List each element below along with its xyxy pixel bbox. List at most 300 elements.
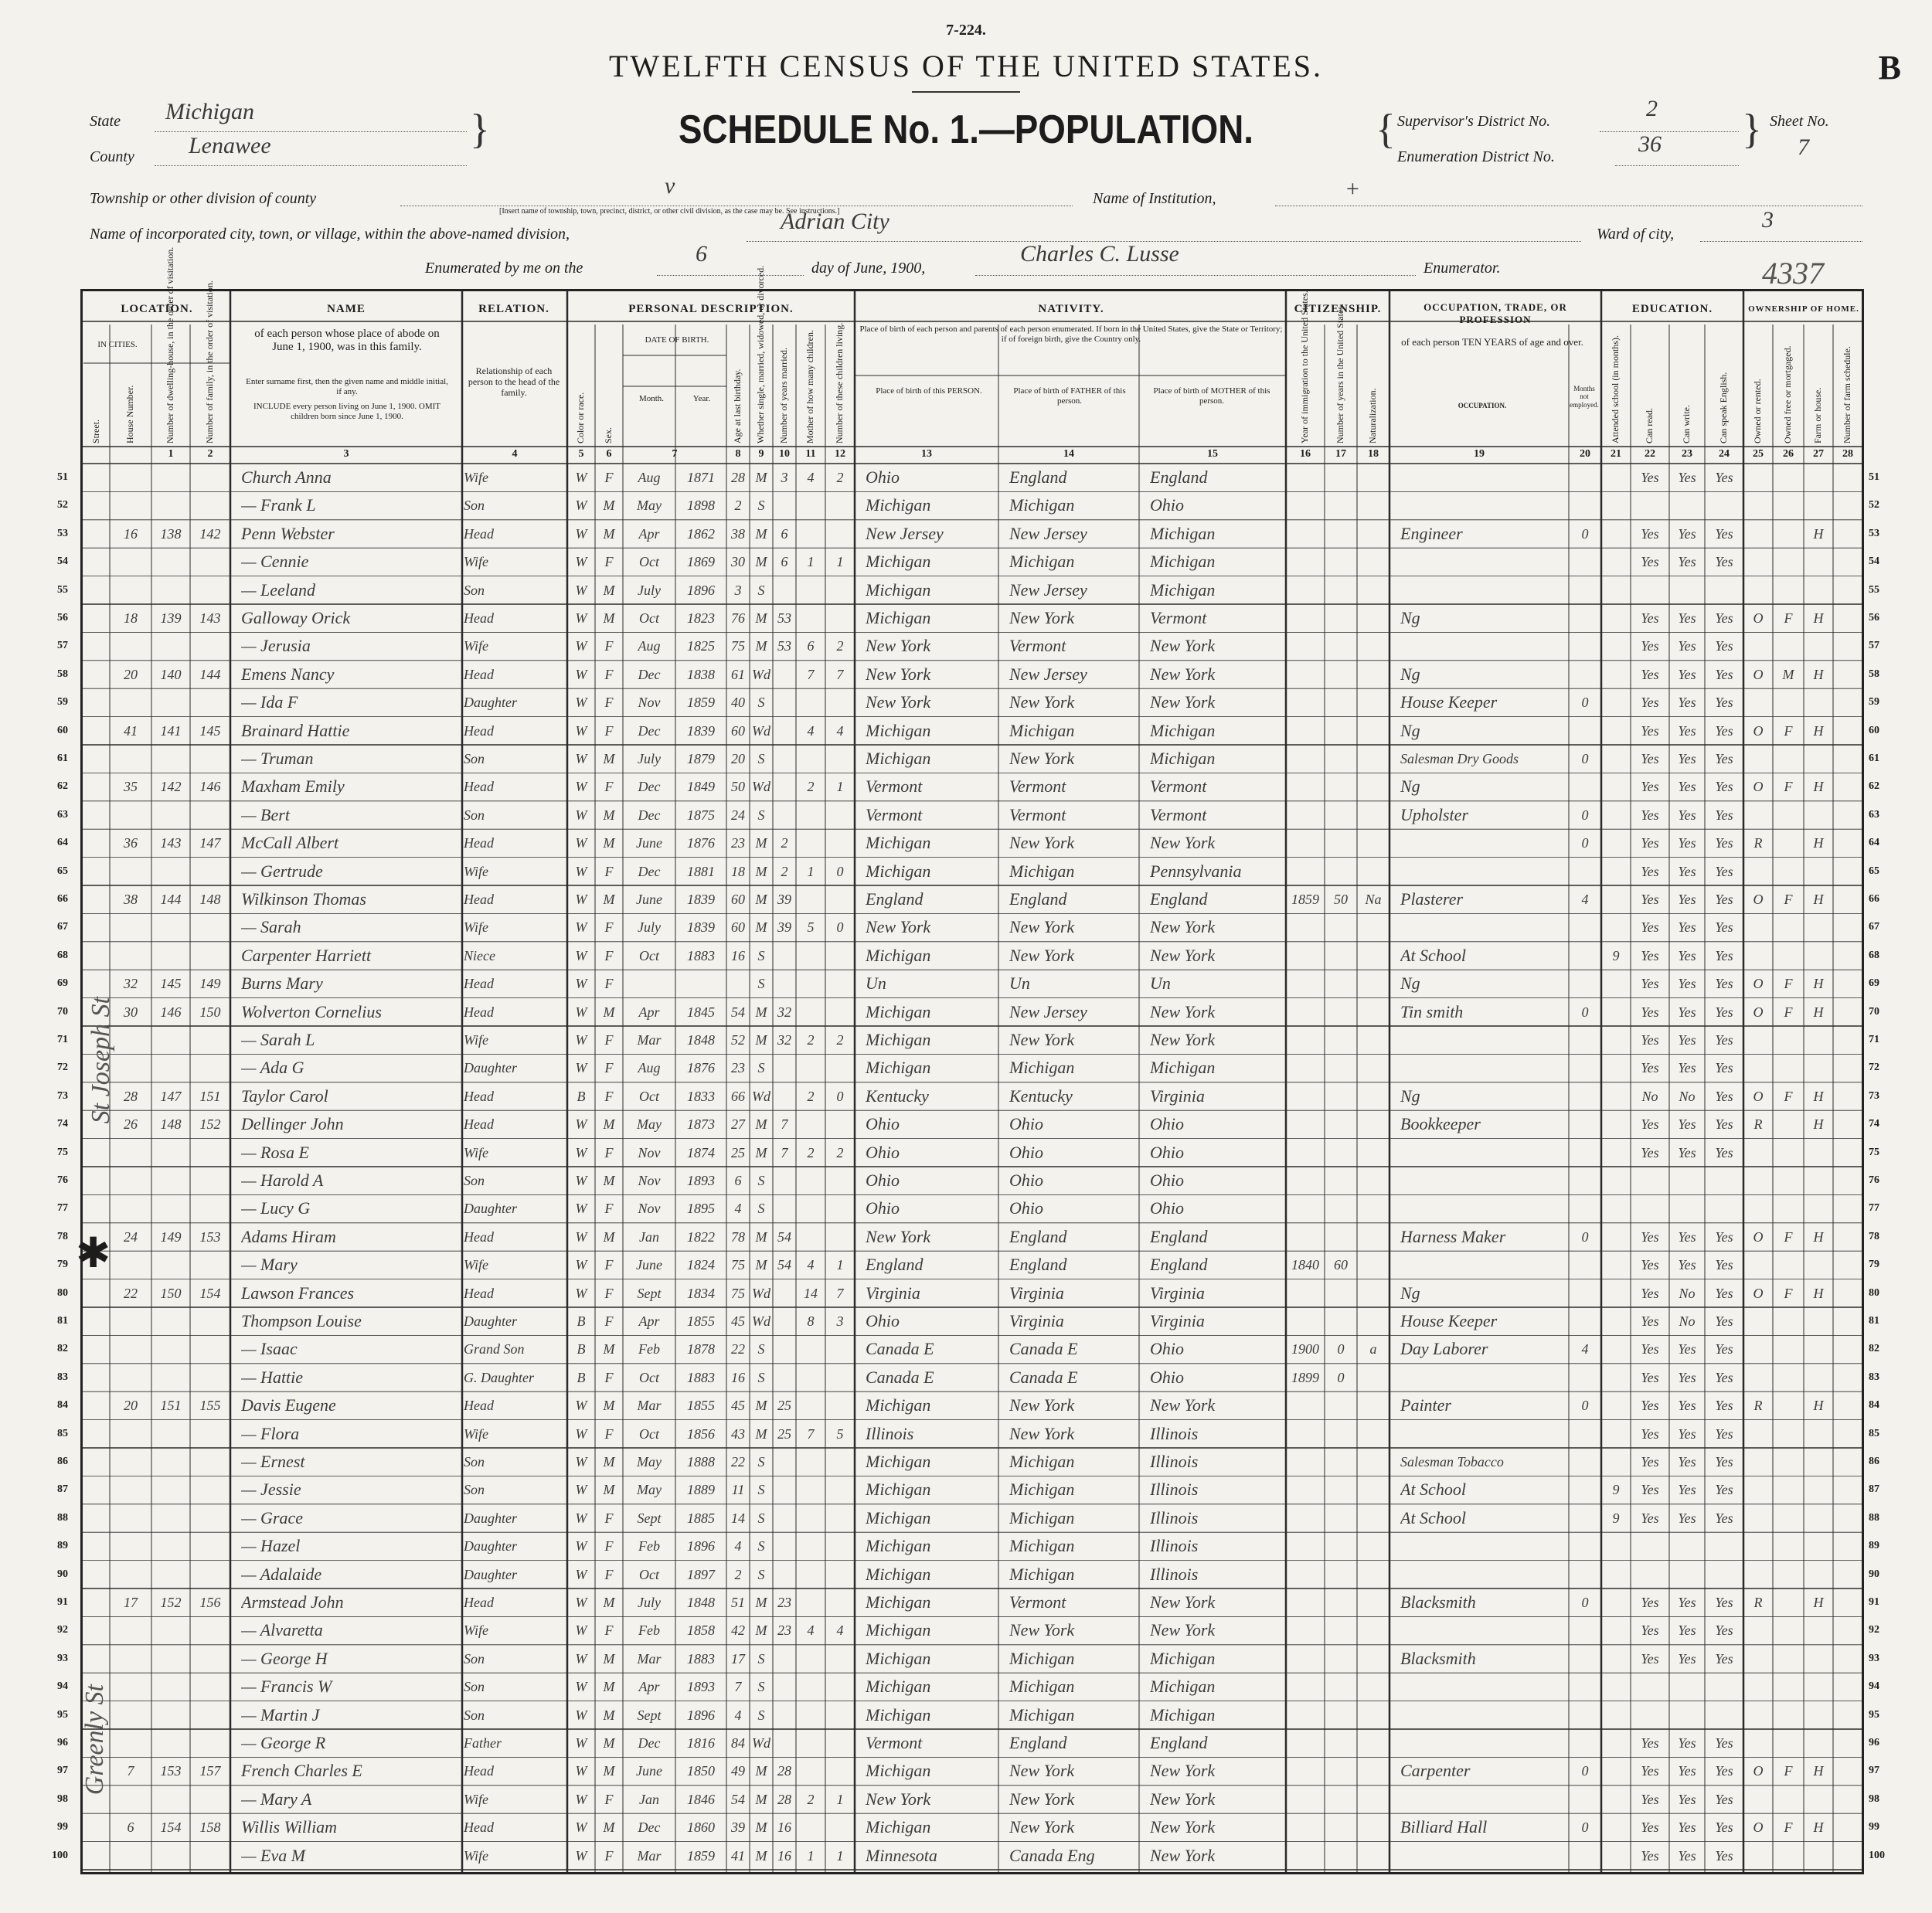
cell-month: Nov (638, 1201, 661, 1217)
column-number: 8 (735, 448, 741, 460)
cell-ms: M (755, 1425, 767, 1442)
cell-wr: Yes (1678, 779, 1696, 795)
occupation-head: OCCUPATION. (1458, 402, 1507, 409)
cell-house: 30 (124, 1004, 138, 1020)
row-number-right: 94 (1869, 1680, 1879, 1693)
city-value: Adrian City (781, 209, 889, 234)
vertical-head-own: Owned or rented. (1752, 379, 1763, 443)
city-label: Name of incorporated city, town, or village, within the above-named division, (90, 226, 570, 243)
cell-age: 78 (731, 1228, 745, 1245)
cell-rd: Yes (1641, 1032, 1659, 1048)
cell-bf: Michigan (1009, 1564, 1075, 1584)
cell-rel: Wife (464, 863, 488, 879)
cell-rel: Wife (464, 1425, 488, 1442)
cell-age: 52 (731, 1032, 745, 1048)
column-number: 7 (672, 448, 678, 460)
cell-month: Sept (637, 1707, 662, 1723)
cell-fm: F (1784, 976, 1793, 992)
cell-sex: F (604, 722, 614, 739)
cell-fam: 153 (199, 1228, 221, 1245)
cell-ym: 6 (781, 554, 788, 570)
cell-ym: 32 (777, 1004, 791, 1020)
cell-name: — Gertrude (241, 861, 323, 881)
cell-name: — Francis W (241, 1677, 332, 1697)
cell-month: Aug (638, 638, 661, 654)
cell-color: W (575, 1510, 587, 1526)
cell-name: Dellinger John (241, 1114, 344, 1134)
cell-cl: 0 (836, 919, 844, 936)
cell-bm: Illinois (1150, 1480, 1199, 1500)
cell-rd: Yes (1641, 1116, 1659, 1133)
cell-bf: Michigan (1009, 1507, 1075, 1527)
cell-own: O (1753, 610, 1764, 626)
cell-fm: F (1784, 1285, 1793, 1301)
vertical-head-dw: Number of dwelling-house, in the order of visitation. (165, 246, 175, 443)
enumerator-label: Enumerator. (1423, 260, 1501, 277)
cell-sex: F (604, 1144, 614, 1160)
cell-color: W (575, 1820, 587, 1836)
cell-age: 43 (731, 1425, 745, 1442)
cell-fh: H (1813, 1088, 1824, 1104)
supervisor-label: Supervisor's District No. (1397, 113, 1551, 130)
cell-age: 45 (731, 1313, 745, 1329)
cell-rel: Son (464, 1707, 485, 1723)
cell-name: — Frank L (241, 495, 316, 515)
cell-bf: Vermont (1009, 804, 1066, 824)
cell-sex: F (604, 1257, 614, 1273)
cell-sch: 9 (1612, 1510, 1620, 1526)
cell-bp: Kentucky (866, 1086, 929, 1106)
cell-bf: New York (1009, 917, 1075, 937)
supervisor-line (1600, 131, 1739, 132)
cell-name: Armstead John (241, 1592, 344, 1612)
vertical-head-ym: Number of years married. (778, 348, 789, 443)
cell-occ: Salesman Tobacco (1400, 1454, 1504, 1470)
cell-bf: New York (1009, 833, 1075, 853)
row-number-left: 85 (57, 1427, 68, 1439)
cell-age: 11 (731, 1482, 745, 1498)
cell-fh: H (1813, 1820, 1824, 1836)
cell-sex: M (603, 1595, 615, 1610)
cell-bf: Vermont (1009, 1592, 1066, 1612)
cell-rd: Yes (1641, 1791, 1659, 1807)
cell-wr: Yes (1678, 892, 1696, 907)
cell-bf: New York (1009, 749, 1075, 768)
cell-rel: Daughter (464, 1060, 517, 1076)
cell-month: Dec (638, 807, 661, 823)
cell-rd: Yes (1641, 1369, 1659, 1385)
cell-month: Nov (638, 1144, 661, 1160)
cell-fh: H (1813, 1228, 1824, 1245)
cell-bm: Illinois (1150, 1452, 1199, 1471)
supervisor-value: 2 (1646, 96, 1658, 121)
cell-bm: Ohio (1150, 1367, 1184, 1387)
cell-ms: M (755, 1847, 767, 1864)
row-number-left: 99 (57, 1821, 68, 1833)
cell-ym: 54 (777, 1228, 791, 1245)
cell-en: Yes (1715, 807, 1733, 823)
cell-wr: Yes (1678, 835, 1696, 851)
cell-color: B (577, 1313, 586, 1329)
cell-bm: New York (1150, 664, 1216, 684)
state-label: State (90, 113, 121, 130)
cell-bm: New York (1150, 1789, 1216, 1809)
cell-mc: 7 (807, 1425, 815, 1442)
cell-sex: F (604, 470, 614, 485)
cell-ym: 28 (777, 1791, 791, 1807)
cell-house: 38 (124, 892, 138, 907)
cell-bf: Michigan (1009, 720, 1075, 740)
cell-bm: Vermont (1150, 776, 1207, 797)
vertical-head-rd: Can read. (1644, 408, 1655, 443)
cell-sex: M (603, 892, 615, 907)
cell-bm: Illinois (1150, 1507, 1199, 1527)
cell-occ: Painter (1400, 1395, 1451, 1415)
cell-ms: M (755, 1144, 767, 1160)
cell-own: O (1753, 722, 1764, 739)
cell-year: 1897 (687, 1566, 715, 1582)
cell-mc: 2 (807, 779, 815, 795)
cell-age: 4 (734, 1538, 742, 1555)
enumeration-line (1615, 165, 1739, 166)
cell-age: 7 (734, 1679, 742, 1695)
cell-wr: Yes (1678, 1454, 1696, 1470)
cell-wr: Yes (1678, 610, 1696, 626)
cell-bp: Michigan (866, 579, 931, 600)
sheet-no-label: Sheet No. (1770, 113, 1829, 130)
cell-dw: 141 (160, 722, 182, 739)
cell-name: — Jessie (241, 1480, 301, 1500)
cell-fm: F (1784, 1004, 1793, 1020)
column-number: 19 (1474, 448, 1485, 460)
cell-occ: Ng (1400, 776, 1420, 797)
left-brace: } (470, 106, 490, 152)
cell-age: 16 (731, 947, 745, 963)
cell-name: — Adalaide (241, 1564, 322, 1584)
cell-en: Yes (1715, 525, 1733, 542)
cell-wr: Yes (1678, 1004, 1696, 1020)
column-number: 1 (168, 448, 174, 460)
row-number-left: 76 (57, 1174, 68, 1186)
cell-year: 1833 (687, 1088, 715, 1104)
cell-bf: Michigan (1009, 1536, 1075, 1556)
cell-bp: Ohio (866, 467, 900, 487)
cell-en: Yes (1715, 610, 1733, 626)
row-number-left: 66 (57, 893, 68, 905)
cell-bp: Michigan (866, 608, 931, 627)
cell-ms: S (757, 1201, 765, 1217)
cell-sex: M (603, 1763, 615, 1779)
cell-occ: Ng (1400, 608, 1420, 627)
cell-dw: 152 (160, 1595, 182, 1610)
cell-mu: 4 (1581, 892, 1589, 907)
cell-occ: Ng (1400, 973, 1420, 994)
cell-bm: Vermont (1150, 608, 1207, 627)
cell-age: 76 (731, 610, 745, 626)
cell-fm: F (1784, 1228, 1793, 1245)
row-number-right: 95 (1869, 1708, 1879, 1721)
cell-own: O (1753, 666, 1764, 682)
cell-dw: 142 (160, 779, 182, 795)
cell-rd: Yes (1641, 1650, 1659, 1667)
cell-color: W (575, 919, 587, 936)
cell-bm: New York (1150, 1001, 1216, 1021)
cell-rd: Yes (1641, 807, 1659, 823)
cell-color: W (575, 638, 587, 654)
row-number-left: 65 (57, 865, 68, 877)
cell-rel: Daughter (464, 1566, 517, 1582)
cell-bm: Virginia (1150, 1311, 1205, 1330)
group-personal: PERSONAL DESCRIPTION. (628, 303, 794, 315)
cell-name: — Mary (241, 1255, 298, 1275)
cell-rel: Wife (464, 554, 488, 570)
vertical-head-age: Age at last birthday. (732, 369, 743, 443)
cell-en: Yes (1715, 1510, 1733, 1526)
cell-bf: Michigan (1009, 1452, 1075, 1471)
cell-en: Yes (1715, 695, 1733, 711)
cell-rel: Head (464, 525, 494, 542)
cell-wr: Yes (1678, 1144, 1696, 1160)
cell-fam: 142 (199, 525, 221, 542)
cell-name: Galloway Orick (241, 608, 351, 627)
cell-mc: 2 (807, 1144, 815, 1160)
row-number-right: 96 (1869, 1737, 1879, 1748)
column-number: 10 (779, 448, 790, 460)
row-number-left: 80 (57, 1286, 68, 1299)
cell-sex: F (604, 1847, 614, 1864)
cell-age: 38 (731, 525, 745, 542)
cell-bm: Ohio (1150, 1339, 1184, 1359)
cell-fh: H (1813, 525, 1824, 542)
cell-fm: F (1784, 1820, 1793, 1836)
cell-rd: Yes (1641, 1454, 1659, 1470)
cell-ms: S (757, 1510, 765, 1526)
cell-ms: Wd (752, 1088, 770, 1104)
cell-fam: 151 (199, 1088, 221, 1104)
sheet-no-value: 7 (1798, 134, 1809, 160)
column-number: 24 (1719, 448, 1730, 460)
institution-label: Name of Institution, (1093, 190, 1216, 207)
cell-name: Carpenter Harriett (241, 945, 372, 965)
cell-bm: New York (1150, 917, 1216, 937)
cell-age: 17 (731, 1650, 745, 1667)
cell-fam: 155 (199, 1398, 221, 1414)
cell-color: W (575, 892, 587, 907)
cell-occ: House Keeper (1400, 1311, 1498, 1330)
cell-month: Apr (638, 1004, 660, 1020)
cell-sex: F (604, 1791, 614, 1807)
row-number-left: 68 (57, 949, 68, 961)
cell-own: O (1753, 1763, 1764, 1779)
row-number-left: 97 (57, 1765, 68, 1777)
cell-wr: Yes (1678, 1820, 1696, 1836)
cell-fh: H (1813, 976, 1824, 992)
cell-bf: Michigan (1009, 495, 1075, 515)
street-note-st-joseph: St Joseph St (87, 997, 115, 1124)
cell-wr: Yes (1678, 1650, 1696, 1667)
cell-en: Yes (1715, 892, 1733, 907)
cell-sch: 9 (1612, 1482, 1620, 1498)
cell-ym: 2 (781, 835, 788, 851)
name-include-instruction: INCLUDE every person living on June 1, 1900. OMIT children born since June 1, 1900. (253, 402, 440, 421)
cell-year: 1869 (687, 554, 715, 570)
cell-rd: Yes (1641, 1285, 1659, 1301)
cell-en: Yes (1715, 1228, 1733, 1245)
cell-bp: Michigan (866, 1480, 931, 1500)
cell-rel: Head (464, 892, 494, 907)
cell-month: July (638, 1595, 661, 1610)
cell-rd: Yes (1641, 666, 1659, 682)
cell-month: Mar (637, 1398, 662, 1414)
cell-ms: M (755, 1004, 767, 1020)
cell-rd: Yes (1641, 1763, 1659, 1779)
cell-year: 1855 (687, 1313, 715, 1329)
cell-bp: Michigan (866, 861, 931, 881)
cell-month: May (637, 498, 662, 514)
cell-bf: New Jersey (1009, 579, 1087, 600)
cell-occ: At School (1400, 945, 1466, 965)
column-number: 2 (207, 448, 213, 460)
cell-ms: M (755, 835, 767, 851)
cell-en: Yes (1715, 1116, 1733, 1133)
group-education: EDUCATION. (1631, 303, 1713, 315)
cell-cl: 0 (836, 863, 844, 879)
cell-bp: New York (866, 664, 931, 684)
cell-bp: Michigan (866, 1620, 931, 1640)
cell-bm: Michigan (1150, 552, 1216, 572)
cell-rd: Yes (1641, 1398, 1659, 1414)
cell-en: Yes (1715, 1763, 1733, 1779)
cell-ym: 23 (777, 1595, 791, 1610)
cell-color: W (575, 1060, 587, 1076)
cell-name: Willis William (241, 1817, 338, 1837)
cell-ms: S (757, 1173, 765, 1188)
cell-ms: M (755, 863, 767, 879)
cell-en: Yes (1715, 1398, 1733, 1414)
cell-bf: Vermont (1009, 776, 1066, 797)
cell-dw: 151 (160, 1398, 182, 1414)
cell-sex: F (604, 1285, 614, 1301)
row-number-left: 56 (57, 612, 68, 624)
cell-sex: M (603, 1735, 615, 1751)
cell-year: 1860 (687, 1820, 715, 1836)
cell-name: — Flora (241, 1423, 300, 1443)
cell-rel: Son (464, 1650, 485, 1667)
column-number: 4 (512, 448, 518, 460)
cell-bp: Michigan (866, 1058, 931, 1078)
cell-bm: New York (1150, 1592, 1216, 1612)
cell-color: W (575, 722, 587, 739)
row-number-right: 67 (1869, 921, 1879, 933)
cell-bm: Un (1150, 973, 1171, 994)
cell-wr: Yes (1678, 1622, 1696, 1639)
cell-year: 1856 (687, 1425, 715, 1442)
cell-sex: M (603, 835, 615, 851)
cell-en: Yes (1715, 1595, 1733, 1610)
cell-imm: 1900 (1291, 1341, 1319, 1357)
cell-month: May (637, 1116, 662, 1133)
cell-ms: S (757, 1679, 765, 1695)
cell-en: Yes (1715, 1144, 1733, 1160)
cell-occ: House Keeper (1400, 692, 1498, 712)
cell-rel: Wife (464, 470, 488, 485)
cell-rel: Head (464, 1116, 494, 1133)
column-number: 27 (1813, 448, 1824, 460)
cell-bp: Michigan (866, 1817, 931, 1837)
row-number-right: 90 (1869, 1568, 1879, 1580)
relation-description: Relationship of each person to the head of the family. (468, 365, 560, 398)
cell-en: Yes (1715, 1650, 1733, 1667)
cell-rel: Niece (464, 947, 495, 963)
cell-bp: Michigan (866, 1507, 931, 1527)
cell-color: W (575, 751, 587, 766)
cell-house: 6 (127, 1820, 134, 1836)
cell-bf: Michigan (1009, 1704, 1075, 1724)
column-number: 25 (1753, 448, 1764, 460)
cell-bf: Vermont (1009, 636, 1066, 656)
cell-rel: Daughter (464, 695, 517, 711)
column-number: 18 (1368, 448, 1379, 460)
cell-ms: Wd (752, 1313, 770, 1329)
cell-bp: Michigan (866, 1001, 931, 1021)
cell-name: — Alvaretta (241, 1620, 323, 1640)
cell-house: 24 (124, 1228, 138, 1245)
cell-ms: S (757, 807, 765, 823)
cell-sex: F (604, 1566, 614, 1582)
cell-bf: New York (1009, 1789, 1075, 1809)
cell-own: O (1753, 1088, 1764, 1104)
cell-bm: Virginia (1150, 1283, 1205, 1303)
cell-name: — Martin J (241, 1704, 320, 1724)
cell-sex: F (604, 1032, 614, 1048)
cell-rel: Daughter (464, 1313, 517, 1329)
cell-color: W (575, 1004, 587, 1020)
row-number-right: 73 (1869, 1089, 1879, 1102)
cell-rel: Head (464, 722, 494, 739)
cell-yrs: 60 (1334, 1257, 1348, 1273)
column-number: 3 (343, 448, 349, 460)
cell-mu: 0 (1581, 525, 1589, 542)
cell-color: W (575, 863, 587, 879)
cell-name: — Bert (241, 804, 290, 824)
township-note: [Insert name of township, town, precinct, district, or other civil division, as the case may be. See instructions.] (499, 207, 840, 216)
cell-bf: New York (1009, 1423, 1075, 1443)
row-number-left: 70 (57, 1005, 68, 1018)
cell-rel: Son (464, 498, 485, 514)
cell-en: Yes (1715, 1004, 1733, 1020)
row-number-right: 60 (1869, 724, 1879, 736)
group-location: LOCATION. (121, 303, 193, 315)
cell-bm: Michigan (1150, 720, 1216, 740)
cell-month: Jan (639, 1228, 659, 1245)
cell-fh: H (1813, 779, 1824, 795)
cell-dw: 147 (160, 1088, 182, 1104)
cell-month: July (638, 582, 661, 598)
cell-mu: 0 (1581, 1398, 1589, 1414)
row-number-right: 69 (1869, 977, 1879, 990)
cell-rel: Grand Son (464, 1341, 525, 1357)
cell-cl: 1 (836, 1847, 844, 1864)
cell-wr: Yes (1678, 1257, 1696, 1273)
cell-age: 66 (731, 1088, 745, 1104)
row-number-right: 91 (1869, 1596, 1879, 1608)
cell-en: Yes (1715, 1060, 1733, 1076)
cell-year: 1848 (687, 1032, 715, 1048)
occupation-description: of each person TEN YEARS of age and over. (1401, 336, 1583, 348)
cell-bp: Virginia (866, 1283, 920, 1303)
row-number-left: 57 (57, 640, 68, 652)
cell-en: Yes (1715, 1820, 1733, 1836)
